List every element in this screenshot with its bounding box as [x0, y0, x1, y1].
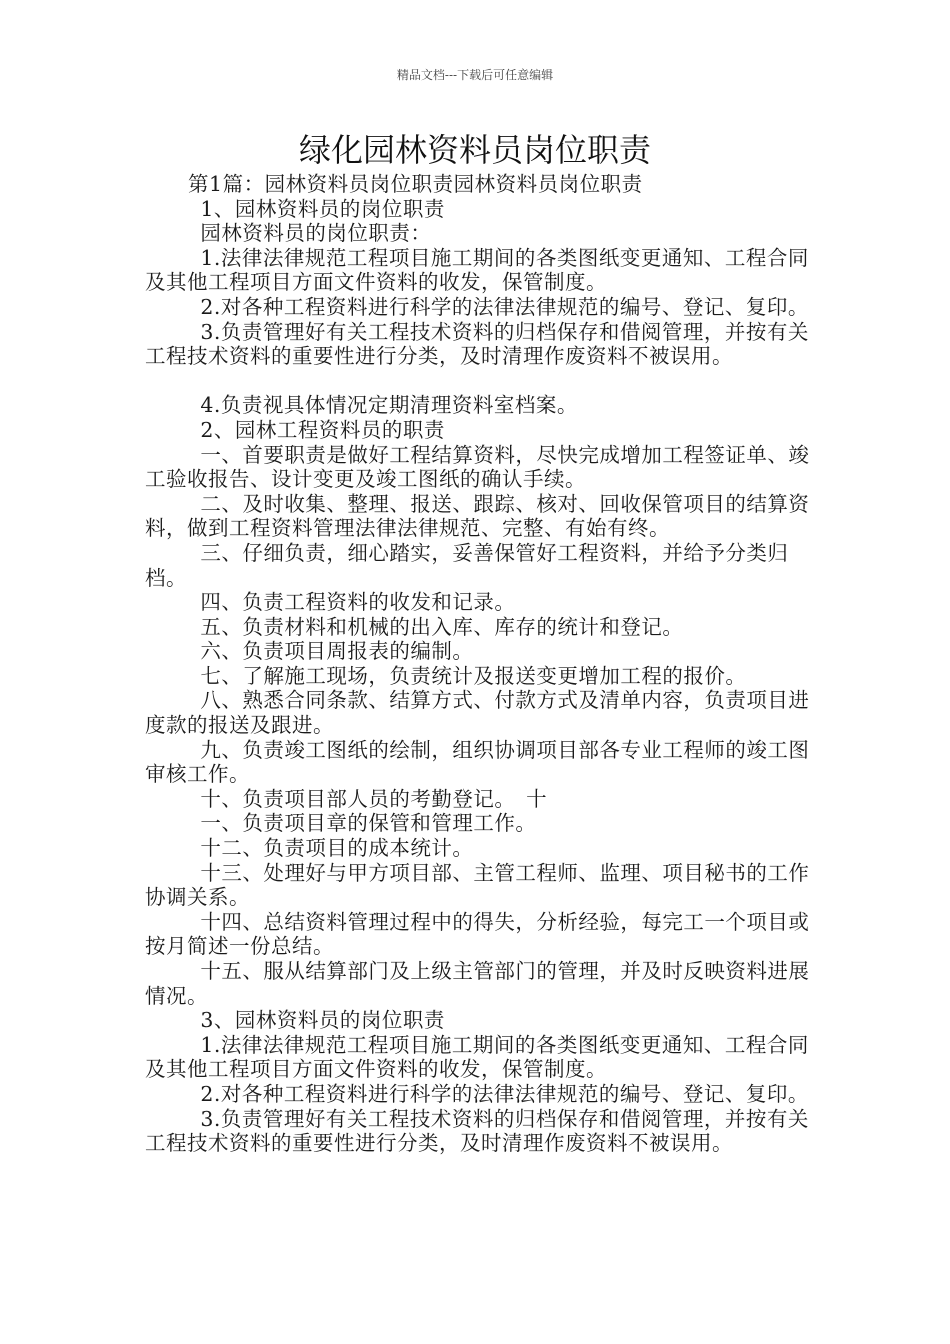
paragraph: 五、负责材料和机械的出入库、库存的统计和登记。 — [200, 614, 684, 639]
paragraph: 十四、总结资料管理过程中的得失，分析经验，每完工一个项目或按月简述一份总结。 — [145, 909, 810, 959]
paragraph: 六、负责项目周报表的编制。 — [200, 639, 474, 664]
paragraph: 3.负责管理好有关工程技术资料的归档保存和借阅管理，并按有关工程技术资料的重要性进行分类，及时清理作废资料不被误用。 — [145, 1106, 809, 1156]
subsection-heading: 2、园林工程资料员的职责 — [200, 417, 445, 442]
subsection-heading: 1、园林资料员的岗位职责 — [200, 196, 445, 221]
paragraph: 1.法律法律规范工程项目施工期间的各类图纸变更通知、工程合同及其他工程项目方面文件资料的收发，保管制度。 — [145, 1032, 809, 1082]
paragraph: 十三、处理好与甲方项目部、主管工程师、监理、项目秘书的工作协调关系。 — [145, 860, 810, 910]
paragraph: 九、负责竣工图纸的绘制，组织协调项目部各专业工程师的竣工图审核工作。 — [145, 737, 810, 787]
paragraph: 十二、负责项目的成本统计。 — [200, 836, 474, 861]
section-heading: 第1篇：园林资料员岗位职责园林资料员岗位职责 — [188, 172, 643, 196]
paragraph: 2.对各种工程资料进行科学的法律法律规范的编号、登记、复印。 — [200, 1081, 809, 1106]
paragraph: 十、负责项目部人员的考勤登记。 十 — [200, 786, 548, 811]
document-title: 绿化园林资料员岗位职责 — [298, 131, 651, 169]
document-body — [145, 172, 823, 1156]
paragraph: 一、负责项目章的保管和管理工作。 — [200, 811, 537, 836]
paragraph: 1.法律法律规范工程项目施工期间的各类图纸变更通知、工程合同及其他工程项目方面文件资料的收发，保管制度。 — [145, 245, 809, 295]
paragraph: 八、熟悉合同条款、结算方式、付款方式及清单内容，负责项目进度款的报送及跟进。 — [145, 688, 810, 738]
paragraph: 4.负责视具体情况定期清理资料室档案。 — [200, 393, 578, 418]
paragraph: 二、及时收集、整理、报送、跟踪、核对、回收保管项目的结算资料，做到工程资料管理法律法律规范、完整、有始有终。 — [145, 491, 810, 541]
paragraph: 七、了解施工现场，负责统计及报送变更增加工程的报价。 — [200, 663, 747, 688]
paragraph: 十五、服从结算部门及上级主管部门的管理，并及时反映资料进展情况。 — [145, 959, 810, 1008]
paragraph: 2.对各种工程资料进行科学的法律法律规范的编号、登记、复印。 — [200, 294, 809, 319]
paragraph: 3.负责管理好有关工程技术资料的归档保存和借阅管理，并按有关工程技术资料的重要性进行分类，及时清理作废资料不被误用。 — [145, 319, 809, 369]
paragraph: 园林资料员的岗位职责： — [200, 221, 432, 246]
subsection-heading: 3、园林资料员的岗位职责 — [200, 1008, 445, 1033]
paragraph: 四、负责工程资料的收发和记录。 — [200, 590, 516, 615]
header-note: 精品文档---下载后可任意编辑 — [396, 68, 554, 82]
paragraph: 一、首要职责是做好工程结算资料，尽快完成增加工程签证单、竣工验收报告、设计变更及竣工图纸的确认手续。 — [145, 442, 810, 492]
paragraph: 三、仔细负责，细心踏实，妥善保管好工程资料，并给予分类归档。 — [145, 540, 789, 590]
